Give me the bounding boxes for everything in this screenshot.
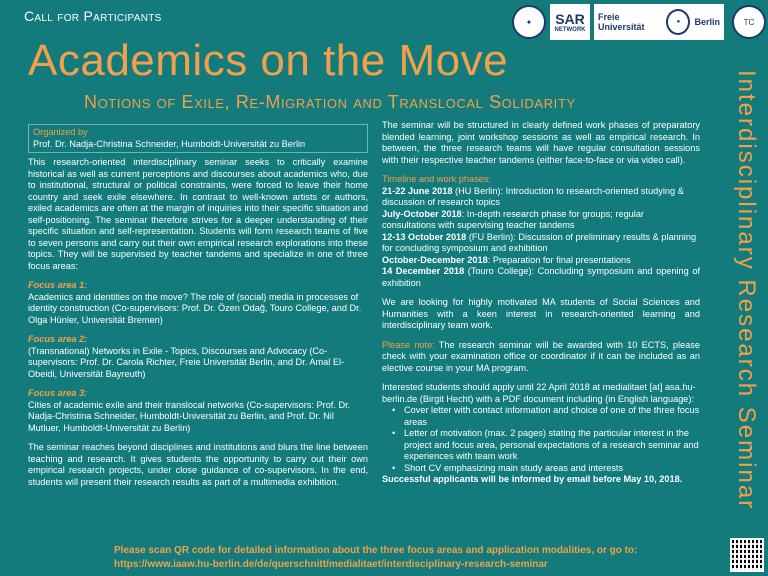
university-seal-logo: ✦ [512, 5, 546, 39]
timeline-item [382, 186, 700, 209]
call-kicker: Call for Participants [24, 8, 162, 24]
sar-logo-sub: NETWORK [554, 27, 586, 33]
timeline-date: 12-13 October 2018 [382, 231, 467, 242]
fu-logo-berlin: Berlin [694, 17, 720, 27]
touro-logo: TC [732, 5, 766, 39]
right-column [382, 120, 700, 486]
structure-paragraph: The seminar will be structured in clearly defined work phases of preparatory blended learning, joint workshop sessions as well as empirical research. In between, the three research teams will have regular consultation sessions with their respective teacher tandems (either face-to-face or via video call). [382, 120, 700, 165]
timeline-text: : In-depth research phase for groups; regular consultations with supervising teacher tandems [382, 208, 644, 230]
focus-area-1-heading: Focus area 1: [28, 280, 88, 290]
focus-area-2-text: (Transnational) Networks in Exile - Topics, Discourses and Advocacy (Co-supervisors: Prof. Dr. Carola Richter, Freie Universität Berlin, and Dr. Amal El-Obeidi, Universität Bayreuth) [28, 345, 345, 379]
timeline-date: 14 December 2018 [382, 266, 465, 276]
note-label: Please note: [382, 339, 435, 350]
organized-label: Organized by [33, 127, 88, 137]
logo-strip [512, 2, 768, 42]
timeline-item [382, 232, 700, 255]
fu-berlin-logo [594, 4, 724, 40]
timeline-text: : Preparation for final presentations [487, 254, 631, 265]
fu-seal-icon: ● [666, 9, 690, 35]
organizer-name: Prof. Dr. Nadja-Christina Schneider, Humboldt-Universität zu Berlin [33, 138, 306, 149]
focus-area-3-text: Cities of academic exile and their translocal networks (Co-supervisors: Prof. Dr. Nadja-Christina Schneider, Humboldt-Universität zu Berlin, and Prof. Dr. Nil Mutluer, Humboldt-Universität zu Berlin) [28, 399, 351, 433]
timeline-text: (Touro College): Concluding symposium and opening of exhibition [382, 266, 700, 288]
footer-link[interactable]: https://www.iaaw.hu-berlin.de/de/querschnitt/medialitaet/interdisciplinary-research-seminar [114, 559, 548, 570]
looking-paragraph: We are looking for highly motivated MA students of Social Sciences and Humanities with a keen interest in research-oriented learning and interdisciplinary team work. [382, 297, 700, 330]
list-item: • Letter of motivation (max. 2 pages) stating the particular interest in the project and focus area, personal expectations of a research seminar and experiences with team work [392, 428, 700, 463]
footer [114, 544, 714, 572]
note-paragraph [382, 340, 700, 375]
note-text: The research seminar will be awarded with 10 ECTS, please check with your examination office or coordinator if it can be included as an elective course in your MA program. [382, 339, 700, 373]
successful-note: Successful applicants will be informed by email before May 10, 2018. [382, 474, 683, 484]
sar-logo-text: SAR [555, 11, 585, 27]
timeline-date: 21-22 June 2018 [382, 185, 453, 196]
focus-area-3 [28, 388, 368, 434]
organizer-box [28, 124, 368, 153]
sar-logo [550, 4, 590, 40]
timeline-text: (HU Berlin): Introduction to research-oriented studying & discussion of research topics [382, 185, 684, 207]
apply-paragraph: Interested students should apply until 22 April 2018 at medialitaet [at] asa.hu-berlin.de (Birgit Hecht) with a PDF document including (in English language): [382, 382, 696, 404]
closing-paragraph: The seminar reaches beyond disciplines and institutions and blurs the line between teaching and research. It gives students the opportunity to carry out their own empirical research projects, under close guidance of co-supervisors. In the end, students will present their research results as part of a multimedia exhibition. [28, 442, 368, 487]
timeline-heading: Timeline and work phases: [382, 174, 491, 184]
fu-logo-text: Freie Universität [598, 12, 645, 32]
focus-area-1 [28, 280, 368, 326]
intro-paragraph: This research-oriented interdisciplinary seminar seeks to critically examine historical as well as current perceptions and discourses about academics who, due to institutional, structural or political constraints, were forced to leave their home country and seek exile elsewhere. In contrast to well-known artists or authors, exiled academics are often at the margin of inquiries into their specific situation and self-positioning. The seminar therefore strives for a deeper understanding of their specific situation and self-representation. Students will form research teams of five to seven persons and carry out their own empirical research explorations into these topics. They will be supervised by teacher tandems and specialize in one of three focus areas: [28, 157, 368, 271]
page-title: Academics on the Move [28, 36, 509, 85]
timeline-date: July-October 2018 [382, 208, 462, 219]
requirements-list [392, 405, 700, 474]
qr-code-icon[interactable] [730, 538, 764, 572]
list-item: • Short CV emphasizing main study areas and interests [392, 463, 700, 475]
timeline-item [382, 209, 700, 232]
timeline-date: October-December 2018 [382, 254, 488, 265]
page-subtitle: Notions of Exile, Re-Migration and Translocal Solidarity [84, 92, 576, 112]
focus-area-2-heading: Focus area 2: [28, 334, 88, 344]
timeline-text: (FU Berlin): Discussion of preliminary results & planning for concluding symposium and exhibition [382, 231, 697, 253]
focus-area-1-text: Academics and identities on the move? The role of (social) media in processes of identity construction (Co-supervisors: Prof. Dr. Özen Odağ, Touro College, and Dr. Olga Hünler, Universität Bremen) [28, 291, 362, 325]
focus-area-3-heading: Focus area 3: [28, 388, 88, 398]
timeline-item [382, 266, 700, 289]
list-item: • Cover letter with contact information and choice of one of the three focus areas [392, 405, 700, 428]
left-column [28, 124, 368, 496]
vertical-banner: Interdisciplinary Research Seminar [733, 70, 760, 511]
footer-instructions: Please scan QR code for detailed information about the three focus areas and application modalities, or go to: [114, 545, 638, 556]
focus-area-2 [28, 334, 368, 380]
timeline-item [382, 255, 700, 267]
